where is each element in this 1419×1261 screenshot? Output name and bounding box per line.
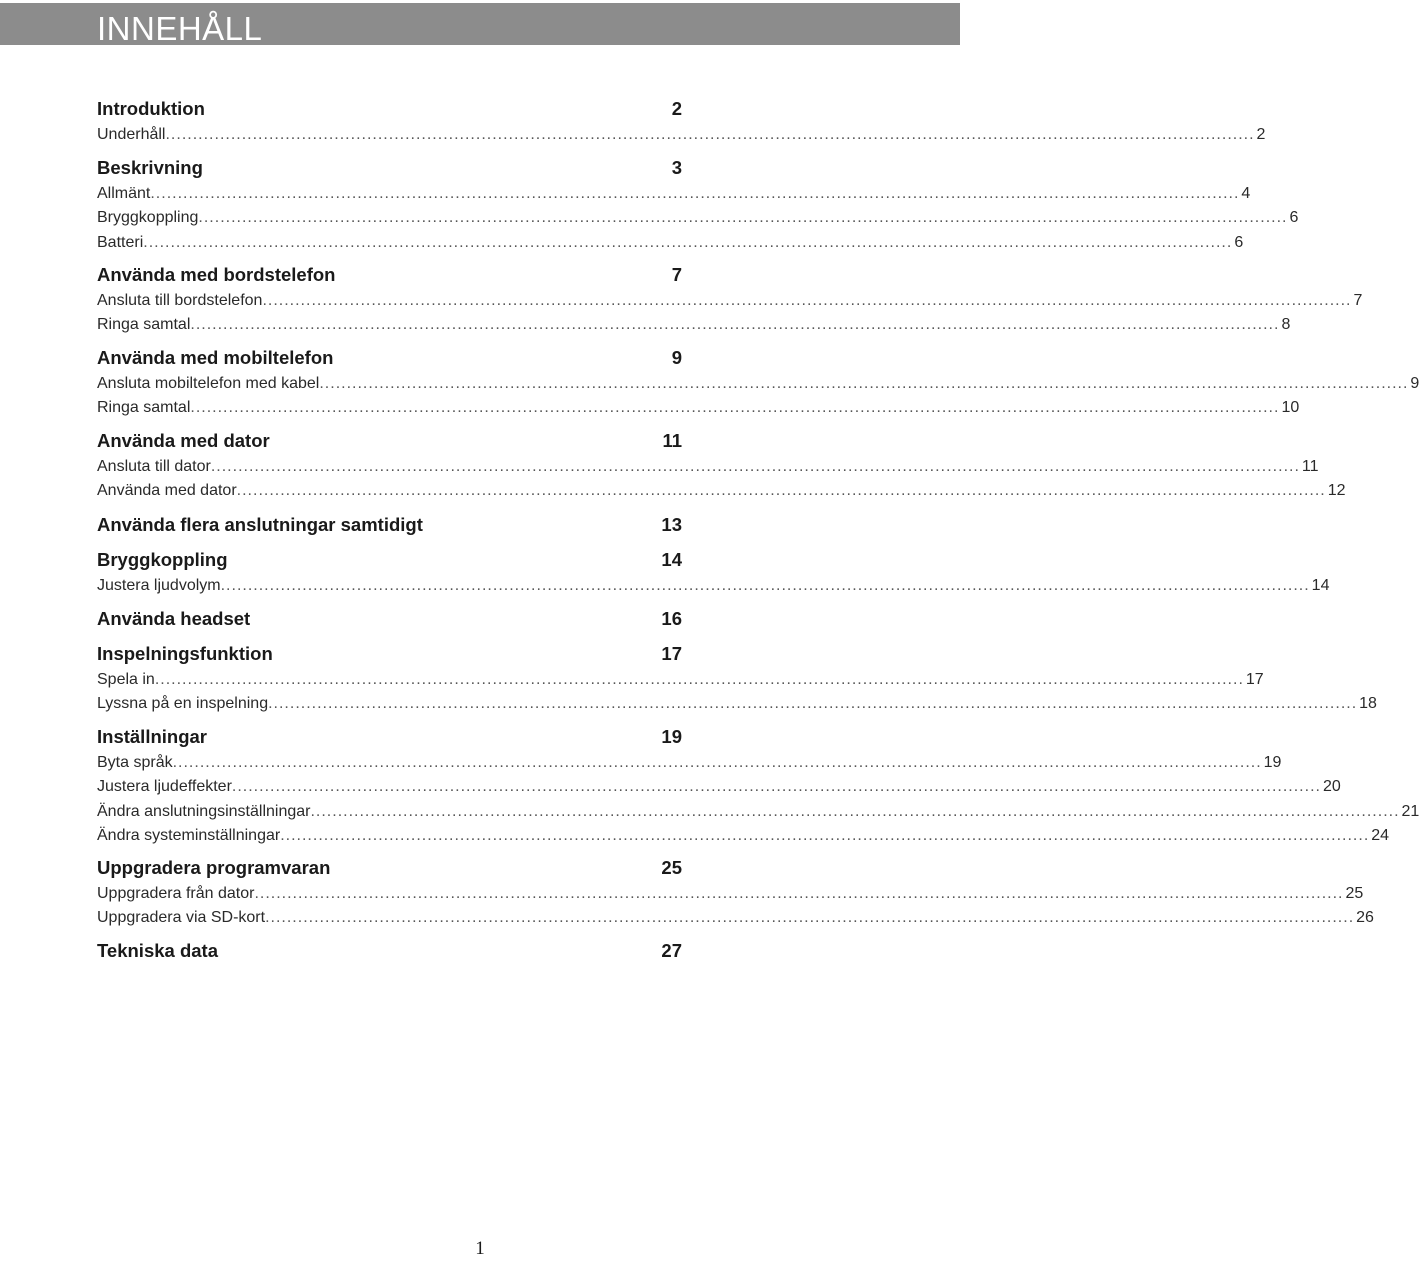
toc-section-heading[interactable] (97, 98, 682, 120)
entry-label: Spela in (97, 671, 155, 688)
dot-leader: ........................................................................................................................................................................................................ (268, 695, 1358, 713)
toc-section-heading[interactable] (97, 940, 682, 962)
section-page: 14 (661, 549, 682, 570)
section-title: Använda med mobiltelefon (97, 347, 334, 368)
dot-leader: ........................................................................................................................................................................................................ (231, 778, 1321, 796)
section-page: 19 (661, 726, 682, 747)
toc-section-heading[interactable] (97, 857, 682, 879)
toc-section-heading[interactable] (97, 643, 682, 665)
section-page: 2 (671, 98, 682, 119)
entry-page: 25 (1345, 885, 1364, 902)
entry-label: Uppgradera via SD-kort (97, 909, 266, 927)
entry-page: 19 (1263, 754, 1282, 771)
dot-leader: ........................................................................................................................................................................................................ (262, 292, 1352, 309)
dot-leader: ........................................................................................................................................................................................................ (310, 802, 1400, 820)
title-bar (0, 3, 960, 45)
entry-label: Justera ljudeffekter (97, 778, 232, 796)
entry-page: 10 (1281, 399, 1300, 417)
entry-page: 11 (1301, 458, 1319, 475)
dot-leader: ........................................................................................................................................................................................................ (198, 209, 1288, 227)
toc-entry[interactable] (97, 374, 1419, 394)
toc-section-heading[interactable] (97, 514, 682, 536)
toc-entry[interactable] (97, 457, 1319, 477)
dot-leader: ........................................................................................................................................................................................................ (172, 754, 1262, 771)
entry-label: Ansluta till dator (97, 458, 211, 475)
section-page: 9 (671, 347, 682, 368)
section-title: Använda med bordstelefon (97, 264, 336, 285)
entry-page: 24 (1371, 826, 1390, 844)
toc-entry[interactable] (97, 753, 1282, 773)
dot-leader: ........................................................................................................................................................................................................ (190, 399, 1280, 417)
page-title: INNEHÅLL (97, 10, 263, 47)
dot-leader: ........................................................................................................................................................................................................ (265, 909, 1355, 927)
toc-entry[interactable] (97, 184, 1251, 204)
dot-leader: ........................................................................................................................................................................................................ (220, 577, 1310, 594)
dot-leader: ........................................................................................................................................................................................................ (150, 185, 1240, 202)
entry-page: 6 (1289, 209, 1299, 227)
entry-label: Byta språk (97, 754, 173, 771)
dot-leader: ........................................................................................................................................................................................................ (154, 671, 1244, 688)
section-title: Uppgradera programvaran (97, 857, 331, 878)
dot-leader: ........................................................................................................................................................................................................ (319, 375, 1409, 392)
section-title: Använda headset (97, 608, 251, 629)
entry-label: Ändra anslutningsinställningar (97, 802, 311, 820)
toc-entry[interactable] (97, 125, 1266, 145)
toc-section-heading[interactable] (97, 726, 682, 748)
section-title: Inspelningsfunktion (97, 643, 273, 664)
section-title: Introduktion (97, 98, 205, 119)
toc-entry[interactable] (97, 233, 1244, 253)
entry-page: 21 (1401, 802, 1419, 820)
section-title: Bryggkoppling (97, 549, 228, 570)
toc-section-heading[interactable] (97, 264, 682, 286)
entry-page: 12 (1327, 482, 1346, 500)
entry-page: 14 (1311, 577, 1330, 594)
toc-section-heading[interactable] (97, 157, 682, 179)
entry-label: Underhåll (97, 126, 166, 143)
entry-label: Ansluta mobiltelefon med kabel (97, 375, 320, 392)
entry-page: 17 (1245, 671, 1264, 688)
toc-section-heading[interactable] (97, 430, 682, 452)
entry-page: 9 (1410, 375, 1419, 392)
toc-entry[interactable] (97, 291, 1363, 311)
entry-page: 20 (1322, 778, 1341, 796)
dot-leader: ........................................................................................................................................................................................................ (190, 316, 1280, 334)
section-title: Använda flera anslutningar samtidigt (97, 514, 423, 535)
entry-page: 7 (1353, 292, 1363, 309)
toc-entry[interactable] (97, 694, 1377, 714)
dot-leader: ........................................................................................................................................................................................................ (280, 826, 1370, 844)
section-page: 17 (661, 643, 682, 664)
dot-leader: ........................................................................................................................................................................................................ (254, 885, 1344, 902)
section-title: Beskrivning (97, 157, 203, 178)
toc-entry[interactable] (97, 398, 1300, 418)
toc-entry[interactable] (97, 670, 1264, 690)
entry-label: Batteri (97, 233, 144, 251)
entry-label: Allmänt (97, 185, 151, 202)
section-page: 3 (671, 157, 682, 178)
section-page: 25 (661, 857, 682, 878)
toc-entry[interactable] (97, 576, 1330, 596)
page-number: 1 (475, 1238, 485, 1259)
entry-page: 4 (1241, 185, 1251, 202)
entry-page: 8 (1281, 316, 1291, 334)
toc-entry[interactable] (97, 826, 1390, 846)
toc-entry[interactable] (97, 884, 1364, 904)
toc-entry[interactable] (97, 908, 1374, 928)
entry-page: 2 (1256, 126, 1266, 143)
entry-label: Ändra systeminställningar (97, 826, 281, 844)
entry-page: 6 (1234, 233, 1244, 251)
toc-entry[interactable] (97, 777, 1341, 797)
section-title: Tekniska data (97, 940, 218, 961)
section-page: 11 (662, 430, 682, 451)
entry-label: Uppgradera från dator (97, 885, 255, 902)
entry-label: Ringa samtal (97, 399, 191, 417)
section-page: 16 (661, 608, 682, 629)
toc-entry[interactable] (97, 315, 1291, 335)
toc-entry[interactable] (97, 802, 1419, 822)
section-page: 27 (661, 940, 682, 961)
dot-leader: ........................................................................................................................................................................................................ (165, 126, 1255, 143)
section-page: 7 (671, 264, 682, 285)
toc-section-heading[interactable] (97, 608, 682, 630)
dot-leader: ........................................................................................................................................................................................................ (236, 482, 1326, 500)
dot-leader: ........................................................................................................................................................................................................ (143, 233, 1233, 251)
entry-label: Lyssna på en inspelning (97, 695, 269, 713)
section-title: Använda med dator (97, 430, 270, 451)
toc-section-heading[interactable] (97, 549, 682, 571)
toc-entry[interactable] (97, 481, 1346, 501)
toc-section-heading[interactable] (97, 347, 682, 369)
entry-page: 18 (1359, 695, 1377, 713)
entry-label: Ringa samtal (97, 316, 191, 334)
entry-label: Använda med dator (97, 482, 237, 500)
dot-leader: ........................................................................................................................................................................................................ (210, 458, 1300, 475)
toc-entry[interactable] (97, 208, 1299, 228)
entry-page: 26 (1356, 909, 1374, 927)
section-title: Inställningar (97, 726, 207, 747)
entry-label: Bryggkoppling (97, 209, 199, 227)
section-page: 13 (661, 514, 682, 535)
entry-label: Justera ljudvolym (97, 577, 221, 594)
entry-label: Ansluta till bordstelefon (97, 292, 263, 309)
